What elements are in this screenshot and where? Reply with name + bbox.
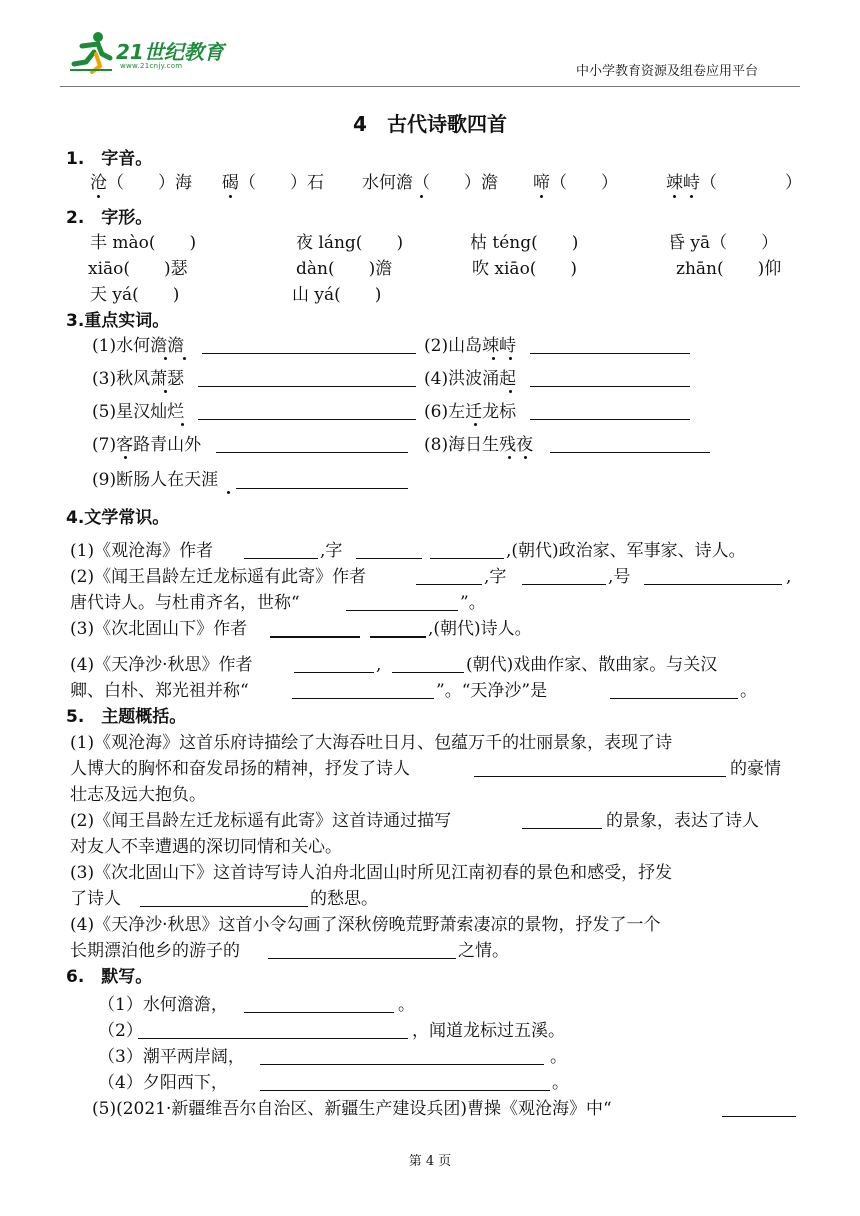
emphasis-dot xyxy=(509,390,512,393)
emphasis-dot xyxy=(509,357,512,360)
s4-text: ,(朝代)诗人。 xyxy=(428,619,532,639)
s4-text: 唐代诗人。与杜甫齐名，世称“ xyxy=(70,593,300,613)
s5-text: 壮志及远大抱负。 xyxy=(70,785,206,805)
s6-text: 。 xyxy=(552,1073,569,1093)
answer-line[interactable] xyxy=(522,584,606,585)
answer-line[interactable] xyxy=(346,610,458,611)
s4-text: (3)《次北固山下》作者 xyxy=(70,619,248,639)
emphasis-dot xyxy=(690,195,693,198)
s4-text: (2)《闻王昌龄左迁龙标遥有此寄》作者 xyxy=(70,567,367,587)
s5-text: (3)《次北固山下》这首诗写诗人泊舟北固山时所见江南初春的景色和感受，抒发 xyxy=(70,863,673,883)
s5-text: 的景象，表达了诗人 xyxy=(606,811,759,831)
s2-item: xiāo( )瑟 xyxy=(88,259,188,279)
s6-text: （3）潮平两岸阔， xyxy=(98,1047,245,1067)
s5-text: (2)《闻王昌龄左迁龙标遥有此寄》这首诗通过描写 xyxy=(70,811,452,831)
answer-line[interactable] xyxy=(530,386,690,387)
s5-text: 长期漂泊他乡的游子的 xyxy=(70,941,240,961)
page-title: 4 古代诗歌四首 xyxy=(353,112,507,136)
s1-item-5: 竦峙（ ） xyxy=(666,173,802,193)
answer-line[interactable] xyxy=(292,698,434,699)
answer-line[interactable] xyxy=(140,906,308,907)
answer-line[interactable] xyxy=(270,636,360,638)
s2-item: 夜 láng( ) xyxy=(296,233,404,253)
emphasis-dot xyxy=(540,195,543,198)
section-5-heading: 5. 主题概括。 xyxy=(66,707,187,727)
s2-item: dàn( )澹 xyxy=(296,259,393,279)
s3-item-7: (7)客路青山外 xyxy=(92,435,202,455)
s2-item: 昏 yā（ ） xyxy=(668,233,779,253)
answer-line[interactable] xyxy=(550,452,710,453)
s6-text: 。 xyxy=(550,1047,567,1067)
emphasis-dot xyxy=(420,195,423,198)
answer-line[interactable] xyxy=(216,452,408,453)
emphasis-dot xyxy=(227,491,230,494)
s3-item-5: (5)星汉灿烂 xyxy=(92,402,185,422)
s6-text: ，闻道龙标过五溪。 xyxy=(412,1021,565,1041)
s6-text: （2） xyxy=(98,1021,143,1041)
answer-line[interactable] xyxy=(244,1012,394,1013)
answer-line[interactable] xyxy=(722,1116,796,1117)
s1-item-4: 啼（ ） xyxy=(533,173,618,193)
emphasis-dot xyxy=(183,357,186,360)
s5-text: (1)《观沧海》这首乐府诗描绘了大海吞吐日月、包蕴万千的壮丽景象，表现了诗 xyxy=(70,733,673,753)
s4-text: (4)《天净沙·秋思》作者 xyxy=(70,655,253,675)
s3-item-1: (1)水何澹澹 xyxy=(92,336,185,356)
emphasis-dot xyxy=(474,423,477,426)
s1-item-3: 水何澹（ ）澹 xyxy=(362,173,498,193)
s5-text: 人博大的胸怀和奋发昂扬的精神，抒发了诗人 xyxy=(70,759,410,779)
answer-line[interactable] xyxy=(138,1038,408,1039)
s2-item: 天 yá( ) xyxy=(90,285,180,305)
answer-line[interactable] xyxy=(392,672,464,673)
s2-item: 山 yá( ) xyxy=(292,285,382,305)
answer-line[interactable] xyxy=(430,558,504,559)
answer-line[interactable] xyxy=(610,698,738,699)
s5-text: (4)《天净沙·秋思》这首小令勾画了深秋傍晚荒野萧索凄凉的景物，抒发了一个 xyxy=(70,915,661,935)
emphasis-dot xyxy=(673,195,676,198)
s6-text: (5)(2021·新疆维吾尔自治区、新疆生产建设兵团)曹操《观沧海》中“ xyxy=(92,1099,612,1119)
s5-text: 的豪情 xyxy=(730,759,781,779)
answer-line[interactable] xyxy=(260,1064,544,1065)
s4-text: ,字 xyxy=(320,541,343,561)
answer-line[interactable] xyxy=(236,488,408,489)
s4-text: ,字 xyxy=(484,567,507,587)
s6-text: （4）夕阳西下， xyxy=(98,1073,228,1093)
emphasis-dot xyxy=(492,357,495,360)
emphasis-dot xyxy=(124,456,127,459)
s1-item-1: 沧（ ）海 xyxy=(90,173,192,193)
s4-text: ”。 xyxy=(460,593,486,613)
answer-line[interactable] xyxy=(416,584,482,585)
s4-text: (朝代)戏曲作家、散曲家。与关汉 xyxy=(466,655,718,675)
section-3-heading: 3.重点实词。 xyxy=(66,311,170,331)
answer-line[interactable] xyxy=(260,1090,550,1091)
s1-item-2: 碣（ ）石 xyxy=(222,173,324,193)
s2-item: 吹 xiāo( ) xyxy=(472,259,578,279)
runner-logo-icon xyxy=(68,30,114,74)
s3-item-3: (3)秋风萧瑟 xyxy=(92,369,185,389)
answer-line[interactable] xyxy=(644,584,782,585)
s4-text: 。 xyxy=(740,681,757,701)
answer-line[interactable] xyxy=(198,386,416,387)
emphasis-dot xyxy=(164,390,167,393)
answer-line[interactable] xyxy=(202,353,416,354)
s2-item: zhān( )仰 xyxy=(676,259,782,279)
s4-text: (1)《观沧海》作者 xyxy=(70,541,214,561)
answer-line[interactable] xyxy=(474,776,726,777)
s3-item-6: (6)左迁龙标 xyxy=(424,402,517,422)
answer-line[interactable] xyxy=(268,958,456,959)
emphasis-dot xyxy=(524,456,527,459)
s4-text: , xyxy=(376,655,382,675)
answer-line[interactable] xyxy=(356,558,422,559)
s3-item-9: (9)断肠人在天涯 xyxy=(92,470,219,490)
answer-line[interactable] xyxy=(294,672,374,673)
answer-line[interactable] xyxy=(198,419,416,420)
s4-text: ,(朝代)政治家、军事家、诗人。 xyxy=(506,541,746,561)
emphasis-dot xyxy=(181,423,184,426)
emphasis-dot xyxy=(164,357,167,360)
s6-text: 。 xyxy=(398,995,415,1015)
s4-text: ”。“天净沙”是 xyxy=(436,681,548,701)
s4-text: ,号 xyxy=(608,567,631,587)
platform-name: 中小学教育资源及组卷应用平台 xyxy=(576,64,759,79)
s4-text: , xyxy=(786,567,792,587)
answer-line[interactable] xyxy=(530,353,690,354)
section-1-heading: 1. 字音。 xyxy=(66,149,153,169)
section-6-heading: 6. 默写。 xyxy=(66,967,153,987)
emphasis-dot xyxy=(229,195,232,198)
emphasis-dot xyxy=(97,195,100,198)
answer-line[interactable] xyxy=(244,558,318,559)
s5-text: 对友人不幸遭遇的深切同情和关心。 xyxy=(70,837,342,857)
s5-text: 的愁思。 xyxy=(310,889,378,909)
page-number: 第 4 页 xyxy=(408,1154,452,1169)
logo-text: 21世纪教育 xyxy=(116,40,224,64)
answer-line[interactable] xyxy=(522,828,602,829)
s6-text: （1）水何澹澹， xyxy=(98,995,228,1015)
emphasis-dot xyxy=(508,456,511,459)
answer-line[interactable] xyxy=(370,636,426,638)
s3-item-8: (8)海日生残夜 xyxy=(424,435,534,455)
header-divider xyxy=(60,86,800,87)
section-4-heading: 4.文学常识。 xyxy=(66,508,170,528)
logo xyxy=(68,30,238,74)
s2-item: 枯 téng( ) xyxy=(470,233,579,253)
s5-text: 了诗人 xyxy=(70,889,121,909)
s4-text: 卿、白朴、郑光祖并称“ xyxy=(70,681,249,701)
logo-url: www.21cnjy.com xyxy=(120,62,183,70)
s5-text: 之情。 xyxy=(458,941,509,961)
s3-item-2: (2)山岛竦峙 xyxy=(424,336,517,356)
section-2-heading: 2. 字形。 xyxy=(66,208,153,228)
s3-item-4: (4)洪波涌起 xyxy=(424,369,517,389)
answer-line[interactable] xyxy=(530,419,690,420)
s2-item: 丰 mào( ) xyxy=(90,233,197,253)
